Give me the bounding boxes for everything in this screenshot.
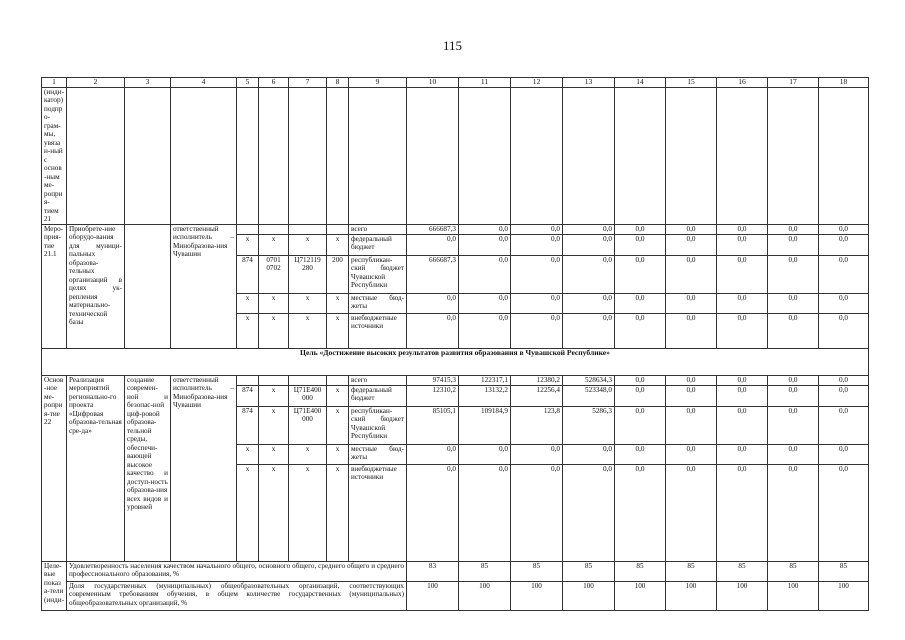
value-cell: 0,0: [563, 234, 615, 255]
target-value: 100: [768, 581, 819, 610]
value-cell: 666687,3: [407, 224, 459, 234]
column-number: 3: [125, 78, 171, 88]
vr-cell: 200: [327, 255, 349, 293]
empty-cell: [666, 88, 717, 225]
funding-source: республикан-ский бюджет Чувашской Республики: [349, 406, 407, 444]
csr-cell: x: [289, 234, 327, 255]
grbs-cell: 874: [237, 255, 259, 293]
value-cell: 0,0: [717, 375, 768, 385]
vr-cell: x: [327, 444, 349, 464]
column-number: 18: [819, 78, 869, 88]
value-cell: 122317,1: [459, 375, 511, 385]
target-row: [42, 581, 869, 610]
empty-cell: [125, 88, 171, 225]
measure-21-1-row: [42, 224, 869, 234]
value-cell: 0,0: [717, 406, 768, 444]
value-cell: 12310,2: [407, 385, 459, 406]
value-cell: 13132,2: [459, 385, 511, 406]
value-cell: 0,0: [615, 375, 666, 385]
value-cell: 0,0: [768, 444, 819, 464]
rz-cell: x: [259, 385, 289, 406]
target-value: 100: [819, 581, 869, 610]
value-cell: 0,0: [563, 464, 615, 561]
target-text: Удовлетворенность населения качеством начального общего, основного общего, среднего общего и среднего профессионального образования, %: [67, 561, 407, 581]
funding-source: республикан-ский бюджет Чувашской Республики: [349, 255, 407, 293]
value-cell: 0,0: [459, 224, 511, 234]
funding-source: федеральный бюджет: [349, 385, 407, 406]
value-cell: 12256,4: [511, 385, 563, 406]
empty-cell: [327, 88, 349, 225]
value-cell: 0,0: [666, 444, 717, 464]
value-cell: 0,0: [563, 313, 615, 348]
rz-cell: x: [259, 406, 289, 444]
column-number: 12: [511, 78, 563, 88]
target-value: 85: [563, 561, 615, 581]
value-cell: 0,0: [511, 464, 563, 561]
value-cell: 0,0: [717, 234, 768, 255]
value-cell: 0,0: [615, 464, 666, 561]
grbs-cell: x: [237, 293, 259, 313]
measure-22-executor: ответственный исполнитель – Минобразова-ния Чувашии: [171, 375, 237, 561]
vr-cell: x: [327, 293, 349, 313]
column-number-row: [42, 78, 869, 88]
column-number: 11: [459, 78, 511, 88]
target-value: 100: [563, 581, 615, 610]
value-cell: 0,0: [819, 375, 869, 385]
goal-heading: Цель «Достижение высоких результатов развития образования в Чувашской Республике»: [42, 348, 869, 375]
value-cell: 0,0: [768, 224, 819, 234]
value-cell: 0,0: [511, 224, 563, 234]
value-cell: 0,0: [666, 293, 717, 313]
value-cell: 523348,0: [563, 385, 615, 406]
grbs-cell: 874: [237, 406, 259, 444]
empty-cell: [615, 88, 666, 225]
grbs-cell: [237, 224, 259, 234]
value-cell: 97415,3: [407, 375, 459, 385]
value-cell: 0,0: [768, 406, 819, 444]
column-number: 2: [67, 78, 125, 88]
value-cell: 0,0: [768, 375, 819, 385]
value-cell: 0,0: [563, 293, 615, 313]
value-cell: 0,0: [615, 444, 666, 464]
target-row: [42, 561, 869, 581]
empty-cell: [289, 88, 327, 225]
value-cell: 0,0: [615, 406, 666, 444]
value-cell: 0,0: [717, 444, 768, 464]
value-cell: 0,0: [768, 313, 819, 348]
measure-22-row: [42, 375, 869, 385]
value-cell: 0,0: [666, 406, 717, 444]
csr-cell: x: [289, 293, 327, 313]
grbs-cell: x: [237, 464, 259, 561]
value-cell: 0,0: [615, 224, 666, 234]
value-cell: 0,0: [819, 385, 869, 406]
value-cell: 0,0: [819, 444, 869, 464]
column-number: 9: [349, 78, 407, 88]
column-number: 13: [563, 78, 615, 88]
vr-cell: [327, 375, 349, 385]
empty-cell: [511, 88, 563, 225]
value-cell: 0,0: [459, 464, 511, 561]
funding-source: внебюджетные источники: [349, 464, 407, 561]
value-cell: 0,0: [819, 313, 869, 348]
value-cell: 0,0: [407, 234, 459, 255]
column-number: 8: [327, 78, 349, 88]
funding-source: всего: [349, 224, 407, 234]
rz-cell: [259, 375, 289, 385]
measure-21-1-executor: ответственный исполнитель – Минобразова-ния Чувашии: [171, 224, 237, 348]
value-cell: 0,0: [666, 375, 717, 385]
column-number: 6: [259, 78, 289, 88]
rz-cell: x: [259, 293, 289, 313]
value-cell: 0,0: [768, 234, 819, 255]
empty-cell: [407, 88, 459, 225]
value-cell: 0,0: [407, 313, 459, 348]
indicator-row: [42, 88, 869, 225]
empty-cell: [259, 88, 289, 225]
value-cell: 0,0: [819, 464, 869, 561]
value-cell: 0,0: [717, 464, 768, 561]
rz-cell: x: [259, 444, 289, 464]
value-cell: 0,0: [511, 444, 563, 464]
funding-source: внебюджетные источники: [349, 313, 407, 348]
rz-cell: [259, 224, 289, 234]
value-cell: 0,0: [615, 385, 666, 406]
grbs-cell: x: [237, 313, 259, 348]
value-cell: 0,0: [563, 444, 615, 464]
target-value: 85: [459, 561, 511, 581]
value-cell: 0,0: [717, 224, 768, 234]
measure-22-title: Основ-ное ме-роприя-тие 22: [42, 375, 67, 561]
value-cell: 0,0: [563, 255, 615, 293]
funding-source: местные бюд-жеты: [349, 293, 407, 313]
vr-cell: x: [327, 406, 349, 444]
value-cell: 0,0: [666, 313, 717, 348]
column-number: 1: [42, 78, 67, 88]
targets-label: Целе-вые показа-тели (инди-: [42, 561, 67, 610]
csr-cell: [289, 224, 327, 234]
value-cell: 123,8: [511, 406, 563, 444]
rz-cell: x: [259, 234, 289, 255]
value-cell: 0,0: [666, 234, 717, 255]
value-cell: 0,0: [666, 224, 717, 234]
value-cell: 0,0: [511, 234, 563, 255]
value-cell: 0,0: [563, 224, 615, 234]
funding-source: всего: [349, 375, 407, 385]
grbs-cell: x: [237, 234, 259, 255]
funding-source: федеральный бюджет: [349, 234, 407, 255]
column-number: 10: [407, 78, 459, 88]
value-cell: 0,0: [407, 293, 459, 313]
target-value: 85: [666, 561, 717, 581]
value-cell: 0,0: [768, 255, 819, 293]
value-cell: 0,0: [511, 255, 563, 293]
rz-cell: x: [259, 464, 289, 561]
value-cell: 0,0: [717, 385, 768, 406]
column-number: 15: [666, 78, 717, 88]
column-number: 14: [615, 78, 666, 88]
target-value: 100: [717, 581, 768, 610]
csr-cell: Ц712119 280: [289, 255, 327, 293]
target-value: 100: [666, 581, 717, 610]
vr-cell: [327, 224, 349, 234]
value-cell: 0,0: [615, 234, 666, 255]
funding-source: местные бюд-жеты: [349, 444, 407, 464]
grbs-cell: [237, 375, 259, 385]
value-cell: 0,0: [768, 385, 819, 406]
value-cell: 0,0: [459, 444, 511, 464]
target-value: 85: [615, 561, 666, 581]
value-cell: 0,0: [717, 255, 768, 293]
value-cell: 0,0: [819, 293, 869, 313]
grbs-cell: x: [237, 444, 259, 464]
value-cell: 0,0: [819, 234, 869, 255]
value-cell: 0,0: [511, 293, 563, 313]
target-value: 85: [717, 561, 768, 581]
vr-cell: x: [327, 464, 349, 561]
goal-row: [42, 348, 869, 375]
grbs-cell: 874: [237, 385, 259, 406]
vr-cell: x: [327, 234, 349, 255]
empty-cell: [237, 88, 259, 225]
program-table: [41, 77, 869, 611]
value-cell: 109184,9: [459, 406, 511, 444]
value-cell: 0,0: [768, 293, 819, 313]
value-cell: 0,0: [717, 313, 768, 348]
empty-cell: [349, 88, 407, 225]
target-value: 83: [407, 561, 459, 581]
value-cell: 0,0: [819, 255, 869, 293]
column-number: 5: [237, 78, 259, 88]
value-cell: 12380,2: [511, 375, 563, 385]
value-cell: 0,0: [459, 234, 511, 255]
measure-21-1-title: Меро-прия-тие 21.1: [42, 224, 67, 348]
measure-22-name: Реализация мероприятий регионально-го проекта «Цифровая образова-тельная сре-да»: [67, 375, 125, 561]
value-cell: 0,0: [819, 224, 869, 234]
empty-cell: [819, 88, 869, 225]
empty-cell: [563, 88, 615, 225]
value-cell: 0,0: [768, 464, 819, 561]
csr-cell: Ц71Е400 000: [289, 385, 327, 406]
page-number: 115: [442, 38, 463, 53]
empty-cell: [459, 88, 511, 225]
value-cell: 666687,3: [407, 255, 459, 293]
value-cell: 0,0: [459, 255, 511, 293]
value-cell: 0,0: [459, 293, 511, 313]
value-cell: 85105,1: [407, 406, 459, 444]
value-cell: 5286,3: [563, 406, 615, 444]
value-cell: 0,0: [666, 464, 717, 561]
measure-22-purpose: создание современ-ной и безопас-ной циф-ровой образова-тельной среды, обеспечи-вающей высокое качество и доступ-ность образова-ния всех видов и уровней: [125, 375, 171, 561]
value-cell: 528634,3: [563, 375, 615, 385]
column-number: 16: [717, 78, 768, 88]
value-cell: 0,0: [511, 313, 563, 348]
csr-cell: [289, 375, 327, 385]
value-cell: 0,0: [615, 255, 666, 293]
target-value: 85: [819, 561, 869, 581]
csr-cell: x: [289, 464, 327, 561]
value-cell: 0,0: [666, 385, 717, 406]
rz-cell: 0701 0702: [259, 255, 289, 293]
indicator-label: (инди-катор) подпро-грам-мы, увязан-ный с основ-ным ме-роприя-тием 21: [42, 88, 67, 225]
empty-cell: [717, 88, 768, 225]
measure-21-1-name: Приобрете-ние оборудо-вания для муници-пальных образова-тельных организаций в целях ук-репления материально-технической базы: [67, 224, 125, 348]
csr-cell: x: [289, 313, 327, 348]
value-cell: 0,0: [407, 464, 459, 561]
target-value: 85: [768, 561, 819, 581]
value-cell: 0,0: [615, 293, 666, 313]
target-value: 100: [511, 581, 563, 610]
measure-21-1-purpose: [125, 224, 171, 348]
csr-cell: Ц71Е400 000: [289, 406, 327, 444]
empty-cell: [171, 88, 237, 225]
empty-cell: [67, 88, 125, 225]
vr-cell: x: [327, 385, 349, 406]
column-number: 7: [289, 78, 327, 88]
rz-cell: x: [259, 313, 289, 348]
column-number: 17: [768, 78, 819, 88]
target-text: Доля государственных (муниципальных) общеобразовательных организаций, соответствующих современным требованиям обучения, в общем количестве государственных (муниципальных) общеобразовательных организаций, %: [67, 581, 407, 610]
target-value: 85: [511, 561, 563, 581]
value-cell: 0,0: [407, 444, 459, 464]
column-number: 4: [171, 78, 237, 88]
csr-cell: x: [289, 444, 327, 464]
target-value: 100: [459, 581, 511, 610]
vr-cell: x: [327, 313, 349, 348]
value-cell: 0,0: [459, 313, 511, 348]
value-cell: 0,0: [819, 406, 869, 444]
value-cell: 0,0: [615, 313, 666, 348]
empty-cell: [768, 88, 819, 225]
value-cell: 0,0: [717, 293, 768, 313]
value-cell: 0,0: [666, 255, 717, 293]
target-value: 100: [407, 581, 459, 610]
target-value: 100: [615, 581, 666, 610]
